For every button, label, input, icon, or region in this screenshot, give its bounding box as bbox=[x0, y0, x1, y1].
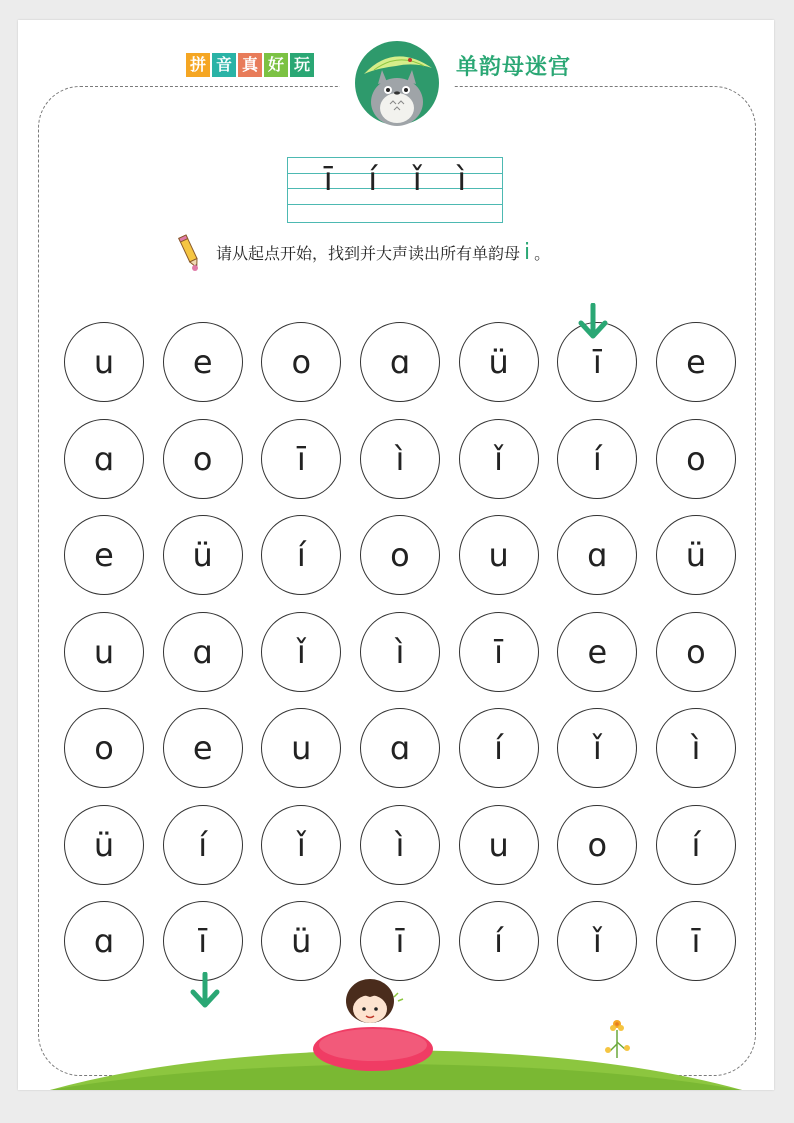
maze-cell: ì bbox=[656, 708, 736, 788]
header-tile: 拼 bbox=[186, 53, 210, 77]
maze-cell: o bbox=[656, 419, 736, 499]
maze-cell: ī bbox=[557, 322, 637, 402]
maze-cell: ɑ bbox=[64, 419, 144, 499]
maze-cell: ü bbox=[261, 901, 341, 981]
header-tile: 好 bbox=[264, 53, 288, 77]
maze-cell: o bbox=[360, 515, 440, 595]
maze-cell: ɑ bbox=[163, 612, 243, 692]
worksheet-page bbox=[18, 20, 774, 1090]
maze-cell: ī bbox=[459, 612, 539, 692]
maze-cell: e bbox=[163, 708, 243, 788]
header-tile: 玩 bbox=[290, 53, 314, 77]
tone-writing-box bbox=[287, 157, 503, 223]
maze-cell: ɑ bbox=[360, 322, 440, 402]
maze-cell: e bbox=[64, 515, 144, 595]
tone-mark: ì bbox=[457, 160, 467, 198]
maze-cell: ɑ bbox=[557, 515, 637, 595]
start-arrow-icon bbox=[576, 303, 610, 341]
maze-row bbox=[64, 419, 736, 516]
instruction-text bbox=[216, 240, 550, 265]
tone-mark: ǐ bbox=[412, 160, 422, 198]
guide-line bbox=[288, 204, 502, 205]
maze-row bbox=[64, 515, 736, 612]
maze-cell: e bbox=[557, 612, 637, 692]
maze-cell: ǐ bbox=[557, 708, 637, 788]
maze-cell: ǐ bbox=[557, 901, 637, 981]
maze-cell: o bbox=[261, 322, 341, 402]
maze-cell: ü bbox=[64, 805, 144, 885]
header-tile: 真 bbox=[238, 53, 262, 77]
maze-cell: í bbox=[656, 805, 736, 885]
instruction-body: 请从起点开始，找到并大声读出所有单韵母 bbox=[216, 244, 521, 263]
maze-row bbox=[64, 612, 736, 709]
maze-cell: u bbox=[64, 322, 144, 402]
tone-mark: ī bbox=[323, 160, 333, 198]
maze-cell: í bbox=[459, 901, 539, 981]
maze-cell: o bbox=[64, 708, 144, 788]
maze-row bbox=[64, 322, 736, 419]
maze-cell: ɑ bbox=[64, 901, 144, 981]
maze-cell: u bbox=[261, 708, 341, 788]
tone-row bbox=[288, 160, 502, 198]
maze-cell: ì bbox=[360, 419, 440, 499]
maze-cell: e bbox=[163, 322, 243, 402]
maze-row bbox=[64, 708, 736, 805]
maze-cell: ǐ bbox=[261, 805, 341, 885]
maze-cell: ü bbox=[656, 515, 736, 595]
maze-cell: í bbox=[557, 419, 637, 499]
maze-grid bbox=[64, 322, 736, 998]
maze-cell: ī bbox=[163, 901, 243, 981]
totoro-mascot-icon bbox=[354, 40, 440, 126]
target-letter: i bbox=[524, 240, 531, 265]
maze-row bbox=[64, 805, 736, 902]
maze-cell: ɑ bbox=[360, 708, 440, 788]
maze-cell: ì bbox=[360, 805, 440, 885]
maze-cell: ü bbox=[459, 322, 539, 402]
tone-mark: í bbox=[368, 160, 378, 198]
page-title: 单韵母迷宫 bbox=[456, 55, 572, 80]
end-arrow-icon bbox=[188, 972, 222, 1010]
header-tiles bbox=[186, 53, 314, 77]
instruction-end: 。 bbox=[534, 244, 551, 263]
maze-cell: o bbox=[656, 612, 736, 692]
header-tile: 音 bbox=[212, 53, 236, 77]
maze-cell: ì bbox=[360, 612, 440, 692]
maze-cell: ī bbox=[360, 901, 440, 981]
child-figure-icon bbox=[308, 975, 438, 1075]
maze-cell: o bbox=[163, 419, 243, 499]
pencil-icon bbox=[176, 233, 204, 273]
maze-cell: ü bbox=[163, 515, 243, 595]
maze-cell: u bbox=[459, 515, 539, 595]
maze-cell: í bbox=[261, 515, 341, 595]
maze-cell: o bbox=[557, 805, 637, 885]
maze-cell: í bbox=[459, 708, 539, 788]
maze-cell: u bbox=[64, 612, 144, 692]
maze-cell: ī bbox=[656, 901, 736, 981]
maze-cell: ǐ bbox=[261, 612, 341, 692]
maze-cell: u bbox=[459, 805, 539, 885]
maze-cell: ǐ bbox=[459, 419, 539, 499]
maze-cell: ī bbox=[261, 419, 341, 499]
maze-cell: í bbox=[163, 805, 243, 885]
maze-cell: e bbox=[656, 322, 736, 402]
flower-icon bbox=[602, 1014, 632, 1058]
